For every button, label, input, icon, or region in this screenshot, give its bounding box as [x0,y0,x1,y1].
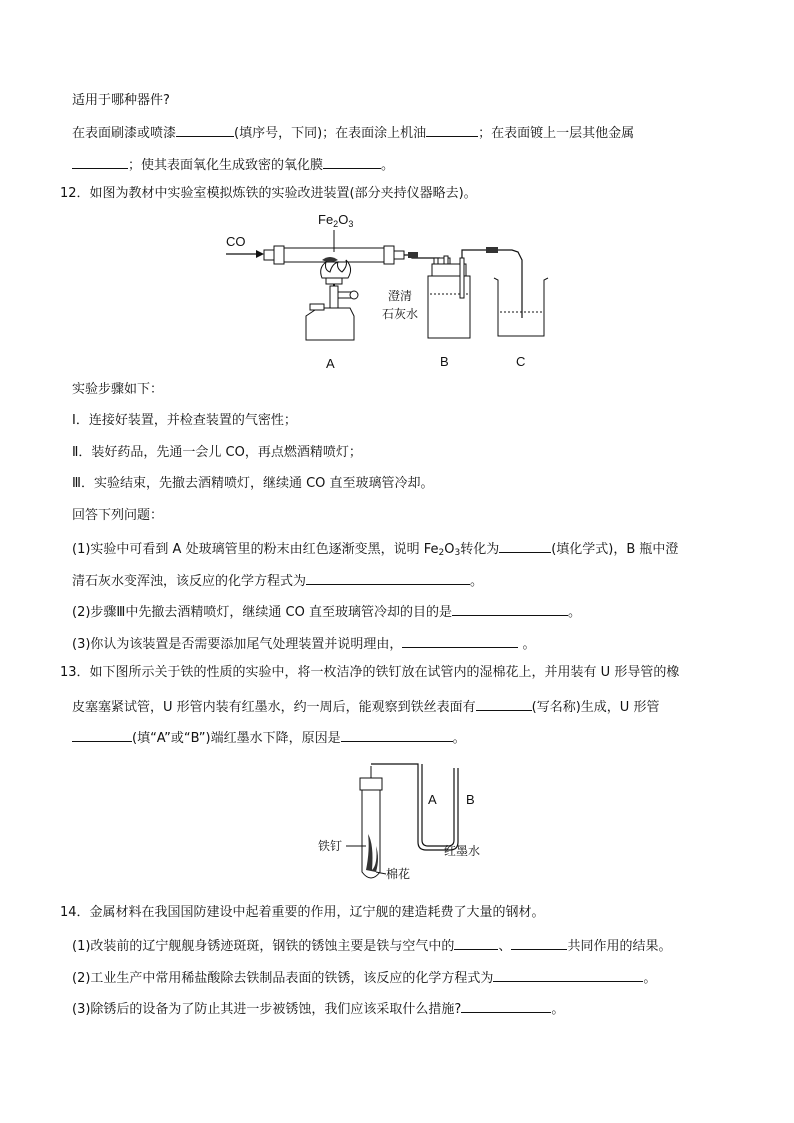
text: (3)除锈后的设备为了防止其进一步被锈蚀，我们应该采取什么措施? [72,1002,462,1017]
alcohol-burner [306,260,358,340]
limewater-label-1: 澄清 [388,289,413,303]
co-arrowhead [256,250,264,258]
text: 。 [518,637,536,652]
text: 适用于哪种器件? [72,93,170,108]
answer-blank[interactable] [476,696,532,711]
answer-blank[interactable] [341,727,453,742]
text: 。 [381,158,395,173]
answer-blank[interactable] [426,122,478,137]
text: (1)改装前的辽宁舰舰身锈迹斑斑，钢铁的锈蚀主要是铁与空气中的 [72,939,455,954]
answer-blank[interactable] [72,154,128,169]
text-line [72,696,659,717]
text-line [72,444,362,462]
text-line [72,412,297,430]
question-12 [60,185,477,203]
text: 。 [551,1002,565,1017]
text: O [444,542,455,557]
text: 。 [567,605,581,620]
text: (1)实验中可看到 A 处玻璃管里的粉末由红色逐渐变黑，说明 Fe [72,542,439,557]
text: Ⅱ．装好药品，先通一会儿 CO，再点燃酒精喷灯； [72,445,362,460]
apparatus-figure [222,208,552,374]
text: ；在表面镀上一层其他金属 [478,126,635,141]
answer-blank[interactable] [461,998,551,1013]
question-13 [60,664,679,682]
end-b-label: B [466,792,475,807]
answer-blank[interactable] [176,122,234,137]
text-line [72,154,394,175]
text-line [72,998,564,1019]
text: (3)你认为该装置是否需要添加尾气处理装置并说明理由， [72,637,403,652]
text: Ⅲ．实验结束，先撤去酒精喷灯，继续通 CO 直至玻璃管冷却。 [72,476,434,491]
answer-blank[interactable] [511,935,567,950]
label-c: C [516,354,526,369]
fe2o3-label: $Fe_2O_3$ [318,212,354,229]
co-label: CO [226,234,246,249]
text-line [72,935,671,956]
text: 在表面刷漆或喷漆 [72,126,177,141]
answer-blank[interactable] [499,538,551,553]
answer-blank[interactable] [306,570,470,585]
text: (填序号，下同)；在表面涂上机油 [234,126,427,141]
text: ；使其表面氧化生成致密的氧化膜 [128,158,324,173]
text-line [72,381,163,399]
text: 清石灰水变浑浊，该反应的化学方程式为 [72,574,307,589]
answer-blank[interactable] [454,935,498,950]
answer-blank[interactable] [452,601,568,616]
answer-blank[interactable] [493,967,643,982]
text: 2 [438,548,445,558]
rubber-joint [408,252,418,258]
text: 转化为 [460,542,500,557]
text-line [72,727,466,748]
ink-label: 红墨水 [444,844,481,858]
text-line [72,570,483,591]
question-text: 12．如图为教材中实验室模拟炼铁的实验改进装置(部分夹持仪器略去)。 [60,186,477,201]
label-b: B [440,354,449,369]
text: 、 [498,939,512,954]
answer-blank[interactable] [323,154,381,169]
text: (写名称)生成，U 形管 [531,700,660,715]
text-line [72,633,536,654]
rusting-figure [316,760,496,885]
text-line [72,475,434,493]
text: 皮塞塞紧试管，U 形管内装有红墨水，约一周后，能观察到铁丝表面有 [72,700,476,715]
end-a-label: A [428,792,437,807]
text-line [72,601,581,622]
answer-blank[interactable] [72,727,132,742]
text: Ⅰ．连接好装置，并检查装置的气密性； [72,413,297,428]
text: 。 [452,731,466,746]
text: 。 [643,971,657,986]
question-14 [60,904,545,922]
cotton-label: 棉花 [386,867,411,881]
text: (填化学式)，B 瓶中澄 [551,542,679,557]
u-tube [371,764,458,850]
nail-label: 铁钉 [318,839,343,853]
text: 共同作用的结果。 [567,939,672,954]
limewater-label-2: 石灰水 [382,307,419,321]
text: 3 [454,548,461,558]
text: (填“A”或“B”)端红墨水下降，原因是 [132,731,341,746]
text: (2)工业生产中常用稀盐酸除去铁制品表面的铁锈，该反应的化学方程式为 [72,971,494,986]
text: 回答下列问题： [72,508,164,523]
text: (2)步骤Ⅲ中先撤去酒精喷灯，继续通 CO 直至玻璃管冷却的目的是 [72,605,452,620]
answer-blank[interactable] [402,633,518,648]
text-line [72,507,163,525]
label-a: A [326,356,335,371]
question-text: 13．如下图所示关于铁的性质的实验中，将一枚洁净的铁钉放在试管内的湿棉花上，并用装有 U 形导管的橡 [60,665,680,680]
text-line [72,92,170,110]
test-tube [360,778,382,878]
rubber-joint-2 [486,247,498,253]
text: 实验步骤如下： [72,382,164,397]
text-line [72,122,634,143]
text: 。 [470,574,484,589]
beaker [494,278,548,336]
text-line [72,538,678,562]
text-line [72,967,656,988]
exhaust-tube [462,250,522,318]
question-text: 14．金属材料在我国国防建设中起着重要的作用，辽宁舰的建造耗费了大量的钢材。 [60,905,545,920]
gas-bottle [428,256,470,338]
